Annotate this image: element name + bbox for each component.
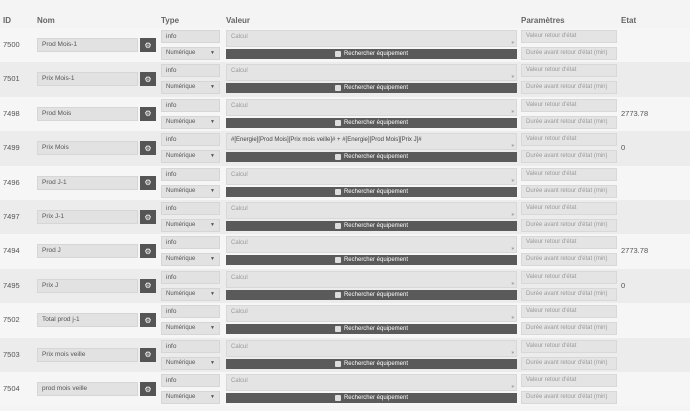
type-field: info — [161, 271, 220, 284]
return-duration-input[interactable]: Durée avant retour d'état (min) — [521, 253, 617, 266]
configure-button[interactable] — [140, 72, 156, 86]
table-row — [0, 131, 690, 165]
resize-grip-icon[interactable]: ∗ — [510, 384, 515, 390]
search-button-label: Rechercher équipement — [343, 257, 409, 264]
return-duration-input[interactable]: Durée avant retour d'état (min) — [521, 219, 617, 232]
subtype-value: Numérique — [166, 290, 196, 297]
list-icon — [335, 257, 341, 263]
name-input[interactable]: Prod J-1 — [37, 176, 138, 190]
list-icon — [335, 120, 341, 126]
search-button-label: Rechercher équipement — [343, 85, 409, 92]
gear-icon: ⚙ — [144, 143, 152, 153]
name-input[interactable]: Prix mois veille — [37, 348, 138, 362]
subtype-select[interactable] — [161, 219, 220, 232]
calc-text: Calcul — [231, 274, 248, 281]
subtype-value: Numérique — [166, 118, 196, 125]
resize-grip-icon[interactable]: ∗ — [510, 108, 515, 115]
type-field: info — [161, 168, 220, 181]
search-button-label: Rechercher équipement — [343, 223, 409, 229]
resize-grip-icon[interactable]: ∗ — [510, 40, 515, 46]
chevron-down-icon: ▼ — [210, 153, 215, 160]
search-equipment-button[interactable] — [226, 83, 517, 93]
list-icon — [335, 85, 341, 91]
return-duration-input[interactable]: Durée avant retour d'état (min) — [521, 81, 617, 94]
row-id: 7501 — [3, 74, 20, 84]
configure-button[interactable] — [140, 210, 156, 224]
table-row — [0, 28, 690, 62]
search-button-label: Rechercher équipement — [343, 119, 409, 126]
calc-text: Calcul — [231, 378, 248, 384]
list-icon — [335, 51, 341, 57]
list-icon — [335, 361, 341, 367]
list-icon — [335, 395, 341, 401]
name-input[interactable]: Prix J-1 — [37, 210, 138, 224]
header-id: ID — [3, 16, 11, 25]
list-icon — [335, 223, 341, 229]
search-equipment-button[interactable] — [226, 221, 517, 231]
type-field: info — [161, 236, 220, 249]
calc-text: Calcul — [231, 240, 248, 247]
search-equipment-button[interactable] — [226, 187, 517, 197]
resize-grip-icon[interactable]: ∗ — [510, 212, 515, 218]
chevron-down-icon: ▼ — [210, 84, 215, 91]
gear-icon: ⚙ — [144, 246, 152, 256]
gear-icon: ⚙ — [144, 281, 152, 291]
gear-icon: ⚙ — [144, 40, 152, 50]
chevron-down-icon: ▼ — [210, 325, 215, 332]
subtype-select[interactable] — [161, 116, 220, 129]
state-value: 0 — [621, 280, 626, 290]
calc-textarea[interactable] — [226, 99, 517, 116]
header-parametres: Paramètres — [521, 16, 565, 25]
name-input[interactable]: Prix J — [37, 279, 138, 293]
search-equipment-button[interactable] — [226, 118, 517, 128]
subtype-value: Numérique — [166, 153, 196, 160]
state-value: 0 — [621, 143, 626, 153]
calc-textarea[interactable] — [226, 202, 517, 219]
return-duration-input[interactable]: Durée avant retour d'état (min) — [521, 185, 617, 198]
search-equipment-button[interactable] — [226, 290, 517, 300]
row-id: 7502 — [3, 315, 20, 325]
type-field: info — [161, 202, 220, 215]
subtype-select[interactable] — [161, 322, 220, 335]
subtype-value: Numérique — [166, 394, 196, 400]
table-row — [0, 338, 690, 372]
subtype-value: Numérique — [166, 325, 196, 332]
list-icon — [335, 189, 341, 195]
row-id: 7499 — [3, 143, 20, 153]
search-equipment-button[interactable] — [226, 393, 517, 403]
chevron-down-icon: ▼ — [210, 256, 215, 263]
calc-textarea[interactable] — [226, 30, 517, 47]
configure-button[interactable] — [140, 38, 156, 52]
configure-button[interactable] — [140, 313, 156, 327]
return-value-input[interactable]: Valeur retour d'état — [521, 30, 617, 43]
search-button-label: Rechercher équipement — [343, 188, 409, 195]
subtype-value: Numérique — [166, 359, 196, 366]
subtype-select[interactable] — [161, 391, 220, 404]
search-equipment-button[interactable] — [226, 255, 517, 265]
subtype-value: Numérique — [166, 50, 196, 56]
row-id: 7498 — [3, 108, 20, 118]
calc-textarea[interactable] — [226, 340, 517, 357]
table-row — [0, 200, 690, 234]
calc-textarea[interactable] — [226, 133, 517, 150]
row-id: 7494 — [3, 246, 20, 256]
calc-textarea[interactable] — [226, 236, 517, 253]
gear-icon: ⚙ — [144, 74, 152, 84]
return-duration-input[interactable]: Durée avant retour d'état (min) — [521, 322, 617, 335]
type-field: info — [161, 305, 220, 318]
return-duration-input[interactable]: Durée avant retour d'état (min) — [521, 116, 617, 129]
table-row — [0, 97, 690, 131]
resize-grip-icon[interactable]: ∗ — [510, 349, 515, 356]
configure-button[interactable] — [140, 141, 156, 155]
return-duration-input[interactable]: Durée avant retour d'état (min) — [521, 288, 617, 301]
resize-grip-icon[interactable]: ∗ — [510, 280, 515, 287]
resize-grip-icon[interactable]: ∗ — [510, 177, 515, 184]
search-button-label: Rechercher équipement — [343, 326, 409, 333]
search-equipment-button[interactable] — [226, 359, 517, 369]
table-row — [0, 269, 690, 303]
resize-grip-icon[interactable]: ∗ — [510, 74, 515, 81]
subtype-select[interactable] — [161, 288, 220, 301]
calc-text: Calcul — [231, 171, 248, 178]
name-input[interactable]: Prix Mois-1 — [37, 72, 138, 86]
return-value-input[interactable]: Valeur retour d'état — [521, 374, 617, 387]
chevron-down-icon: ▼ — [210, 50, 215, 56]
row-id: 7500 — [3, 40, 20, 49]
calc-text: Calcul — [231, 102, 248, 109]
search-button-label: Rechercher équipement — [343, 291, 409, 298]
subtype-value: Numérique — [166, 256, 196, 263]
search-equipment-button[interactable] — [226, 324, 517, 334]
configure-button[interactable] — [140, 176, 156, 190]
type-field: info — [161, 374, 220, 387]
list-icon — [335, 326, 341, 332]
row-id: 7503 — [3, 349, 20, 359]
name-input[interactable]: Prod Mois — [37, 107, 138, 121]
table-row — [0, 166, 690, 200]
search-button-label: Rechercher équipement — [343, 51, 409, 57]
chevron-down-icon: ▼ — [210, 222, 215, 228]
calc-text: Calcul — [231, 68, 248, 75]
calc-text: Calcul — [231, 34, 248, 40]
type-field: info — [161, 133, 220, 146]
type-field: info — [161, 30, 220, 43]
list-icon — [335, 154, 341, 160]
type-field: info — [161, 99, 220, 112]
gear-icon: ⚙ — [144, 178, 152, 188]
configure-button[interactable] — [140, 244, 156, 258]
name-input[interactable]: Prod Mois-1 — [37, 38, 138, 52]
gear-icon: ⚙ — [144, 315, 152, 325]
gear-icon: ⚙ — [144, 212, 152, 222]
type-field: info — [161, 64, 220, 77]
name-input[interactable]: Total prod j-1 — [37, 313, 138, 327]
configure-button[interactable] — [140, 382, 156, 396]
return-value-input[interactable]: Valeur retour d'état — [521, 340, 617, 353]
subtype-select[interactable] — [161, 253, 220, 266]
header-nom: Nom — [37, 16, 55, 25]
gear-icon: ⚙ — [144, 350, 152, 360]
return-duration-input[interactable]: Durée avant retour d'état (min) — [521, 357, 617, 370]
table-row — [0, 303, 690, 337]
calc-text: Calcul — [231, 206, 248, 212]
search-button-label: Rechercher équipement — [343, 360, 409, 367]
table-row — [0, 234, 690, 268]
table-row — [0, 62, 690, 96]
search-equipment-button[interactable] — [226, 49, 517, 59]
table-row — [0, 372, 690, 406]
calc-textarea[interactable] — [226, 64, 517, 81]
subtype-select[interactable] — [161, 357, 220, 370]
return-value-input[interactable]: Valeur retour d'état — [521, 305, 617, 318]
return-value-input[interactable]: Valeur retour d'état — [521, 168, 617, 181]
row-id: 7504 — [3, 384, 20, 393]
configure-button[interactable] — [140, 279, 156, 293]
state-value: 2773.78 — [621, 246, 649, 256]
return-value-input[interactable]: Valeur retour d'état — [521, 202, 617, 215]
chevron-down-icon: ▼ — [210, 118, 215, 125]
chevron-down-icon: ▼ — [210, 187, 215, 194]
search-button-label: Rechercher équipement — [343, 395, 409, 401]
calc-text: Calcul — [231, 309, 248, 316]
state-value: 2773.78 — [621, 108, 649, 118]
search-equipment-button[interactable] — [226, 152, 517, 162]
return-value-input[interactable]: Valeur retour d'état — [521, 99, 617, 112]
calc-textarea[interactable] — [226, 374, 517, 391]
return-duration-input[interactable]: Durée avant retour d'état (min) — [521, 391, 617, 404]
gear-icon: ⚙ — [144, 384, 152, 394]
row-id: 7497 — [3, 212, 20, 221]
subtype-value: Numérique — [166, 187, 196, 194]
type-field: info — [161, 340, 220, 353]
return-duration-input[interactable]: Durée avant retour d'état (min) — [521, 47, 617, 60]
return-value-input[interactable]: Valeur retour d'état — [521, 236, 617, 249]
search-button-label: Rechercher équipement — [343, 154, 409, 161]
calc-text: Calcul — [231, 343, 248, 350]
return-value-input[interactable]: Valeur retour d'état — [521, 133, 617, 146]
return-duration-input[interactable]: Durée avant retour d'état (min) — [521, 150, 617, 163]
subtype-select[interactable] — [161, 150, 220, 163]
resize-grip-icon[interactable]: ∗ — [510, 143, 515, 150]
subtype-value: Numérique — [166, 84, 196, 91]
configure-button[interactable] — [140, 107, 156, 121]
table-header — [0, 0, 690, 28]
header-type: Type — [161, 16, 180, 25]
subtype-select[interactable] — [161, 185, 220, 198]
name-input[interactable]: prod mois veille — [37, 382, 138, 396]
calc-textarea[interactable] — [226, 305, 517, 322]
calc-textarea[interactable] — [226, 271, 517, 288]
return-value-input[interactable]: Valeur retour d'état — [521, 64, 617, 77]
gear-icon: ⚙ — [144, 109, 152, 119]
row-id: 7495 — [3, 280, 20, 290]
header-valeur: Valeur — [226, 16, 251, 25]
name-input[interactable]: Prod J — [37, 244, 138, 258]
row-id: 7496 — [3, 177, 20, 187]
name-input[interactable]: Prix Mois — [37, 141, 138, 155]
subtype-select[interactable] — [161, 47, 220, 60]
calc-text: #[Energie][Prod Mois][Prix mois veille]# + #[Energie][Prod Mois][Prix J]# — [231, 137, 422, 144]
subtype-value: Numérique — [166, 222, 196, 228]
resize-grip-icon[interactable]: ∗ — [510, 246, 515, 253]
return-value-input[interactable]: Valeur retour d'état — [521, 271, 617, 284]
calc-textarea[interactable] — [226, 168, 517, 185]
configure-button[interactable] — [140, 348, 156, 362]
chevron-down-icon: ▼ — [210, 290, 215, 297]
resize-grip-icon[interactable]: ∗ — [510, 315, 515, 322]
chevron-down-icon: ▼ — [210, 359, 215, 366]
subtype-select[interactable] — [161, 81, 220, 94]
chevron-down-icon: ▼ — [210, 394, 215, 400]
list-icon — [335, 292, 341, 298]
header-etat: Etat — [621, 16, 637, 25]
